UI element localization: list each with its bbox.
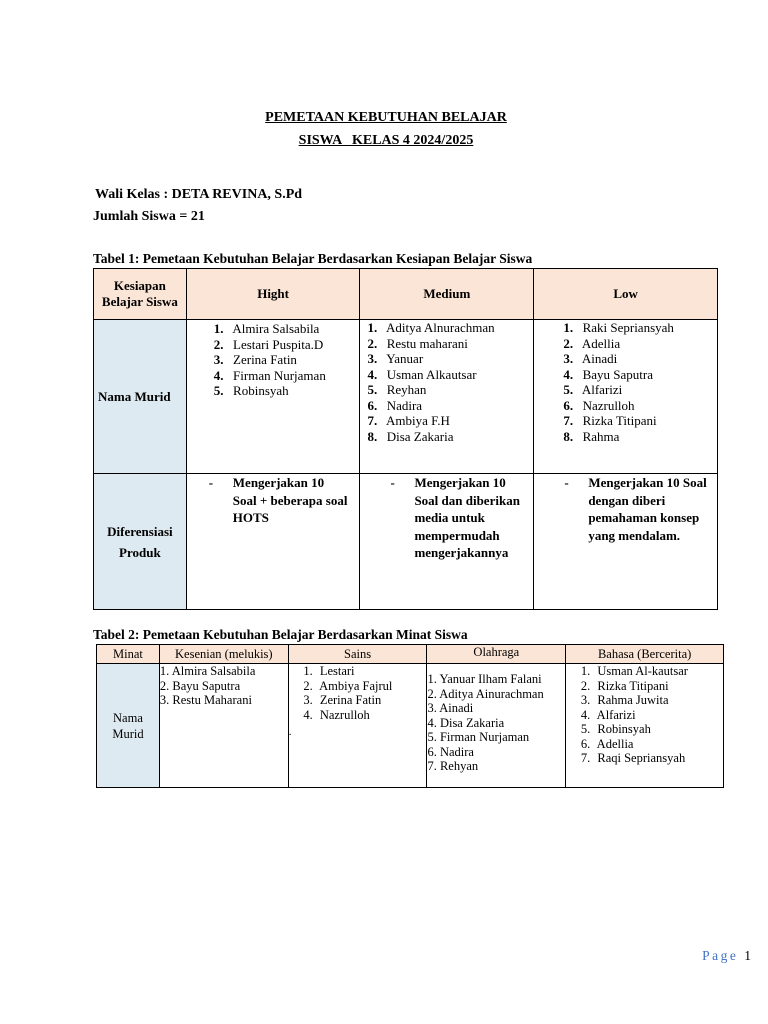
- list-item: [160, 679, 288, 694]
- student-name: Bayu Saputra: [579, 366, 653, 382]
- student-name: Rahma Juwita: [594, 693, 669, 707]
- page-footer: [702, 948, 751, 964]
- list-item-number: 7.: [580, 751, 591, 765]
- list-item-number: 3.: [580, 693, 591, 707]
- list-item-number: 2.: [213, 336, 224, 352]
- list-item: [563, 336, 717, 352]
- list-item-number: 2.: [367, 335, 378, 351]
- student-name: Nazrulloh: [579, 397, 635, 413]
- student-name: Nadira: [436, 744, 474, 759]
- list-item-number: 4.: [563, 366, 574, 382]
- list-item: [214, 321, 360, 337]
- header-hight: Hight: [186, 269, 360, 320]
- student-name: Zerina Fatin: [316, 693, 382, 707]
- student-name: Ainadi: [436, 701, 474, 715]
- list-item: [563, 429, 717, 445]
- student-name: Ambiya Fajrul: [316, 678, 393, 693]
- list-item: [214, 383, 360, 399]
- student-name: Ambiya F.H: [383, 413, 450, 428]
- student-name: Rehyan: [436, 759, 479, 773]
- header-medium: Medium: [360, 269, 534, 320]
- medium-student-list: [367, 320, 533, 444]
- list-item-number: 1.: [580, 664, 591, 678]
- produk-medium: Mengerjakan 10 Soal dan diberikan media untuk mempermudah mengerjakannya: [414, 475, 520, 560]
- student-name: Robinsyah: [594, 722, 651, 736]
- list-item: [289, 664, 427, 679]
- student-name: Aditya Alnurachman: [383, 320, 495, 335]
- header-bahasa: Bahasa (Bercerita): [566, 645, 724, 664]
- list-item-number: 5.: [367, 382, 378, 397]
- list-item: [289, 708, 427, 723]
- list-item: [289, 679, 427, 694]
- list-item-number: 3.: [563, 351, 574, 366]
- table1-caption: Tabel 1: Pemetaan Kebutuhan Belajar Berdasarkan Kesiapan Belajar Siswa: [93, 251, 533, 266]
- list-item-number: 6.: [563, 397, 574, 413]
- list-item-number: 5.: [563, 382, 574, 397]
- list-item: [563, 320, 717, 336]
- list-item-number: 5.: [580, 722, 591, 736]
- list-item-number: 2.: [563, 335, 574, 351]
- student-name: Lestari: [316, 664, 355, 678]
- kesenian-student-list: [160, 664, 288, 708]
- list-item-number: 2.: [303, 678, 313, 693]
- list-item-number: 7.: [367, 413, 378, 428]
- list-item-number: 3.: [213, 352, 224, 367]
- list-item-number: 1.: [159, 664, 170, 678]
- olahraga-student-list: [427, 672, 565, 774]
- list-item-number: 1.: [367, 320, 378, 335]
- row-label-nama-murid: Nama Murid: [94, 320, 187, 474]
- list-item: [427, 716, 565, 731]
- list-item: [427, 701, 565, 716]
- list-item: [563, 413, 717, 429]
- student-name: Reyhan: [383, 382, 427, 397]
- list-item: [427, 672, 565, 687]
- bahasa-student-list: [566, 664, 723, 766]
- list-item-number: 1.: [427, 672, 437, 686]
- list-item: [566, 708, 723, 723]
- list-item: [160, 664, 288, 679]
- list-item-number: 3.: [159, 693, 170, 707]
- student-name: Usman Al-kautsar: [594, 664, 688, 678]
- student-name: Alfarizi: [594, 707, 636, 722]
- header-low: Low: [534, 269, 718, 320]
- list-item-number: 3.: [303, 693, 313, 707]
- stray-dot: .: [288, 726, 292, 738]
- list-item-number: 6.: [367, 397, 378, 413]
- list-item: [367, 367, 533, 383]
- student-name: Ainadi: [579, 351, 618, 366]
- list-item-number: 8.: [563, 428, 574, 444]
- list-item: [566, 737, 723, 752]
- list-item: [367, 320, 533, 336]
- jumlah-siswa: Jumlah Siswa = 21: [93, 209, 205, 224]
- corner-header: Kesiapan Belajar Siswa: [94, 269, 187, 320]
- list-item: [160, 693, 288, 708]
- row-label-nama-murid-2: Nama Murid: [97, 664, 160, 788]
- header-kesenian: Kesenian (melukis): [159, 645, 288, 664]
- student-name: Aditya Ainurachman: [436, 686, 544, 701]
- bullet-dash: -: [390, 475, 395, 490]
- list-item-number: 3.: [367, 351, 378, 366]
- page-label: Page: [702, 948, 739, 963]
- table-minat-siswa: [96, 644, 724, 788]
- wali-kelas: Wali Kelas : DETA REVINA, S.Pd: [95, 187, 303, 202]
- list-item: [367, 398, 533, 414]
- hight-student-list: [214, 321, 360, 399]
- list-item: [566, 664, 723, 679]
- list-item-number: 1.: [303, 664, 313, 678]
- list-item: [367, 336, 533, 352]
- student-name: Raki Sepriansyah: [579, 320, 674, 335]
- list-item-number: 4.: [303, 707, 313, 722]
- list-item-number: 1.: [563, 320, 574, 335]
- list-item: [563, 351, 717, 367]
- page-number: 1: [744, 948, 751, 963]
- student-name: Restu maharani: [383, 335, 468, 351]
- list-item-number: 5.: [427, 730, 437, 744]
- list-item-number: 7.: [427, 759, 437, 773]
- list-item: [367, 382, 533, 398]
- student-name: Raqi Sepriansyah: [594, 751, 686, 765]
- header-olahraga: Olahraga: [427, 645, 566, 664]
- student-name: Yanuar Ilham Falani: [436, 672, 542, 686]
- list-item: [566, 751, 723, 766]
- student-name: Usman Alkautsar: [383, 366, 477, 382]
- student-name: Firman Nurjaman: [229, 367, 326, 383]
- list-item-number: 8.: [367, 428, 378, 444]
- student-name: Restu Maharani: [169, 693, 252, 707]
- list-item: [427, 759, 565, 774]
- student-name: Robinsyah: [229, 383, 289, 398]
- list-item-number: 2.: [159, 678, 170, 693]
- sains-student-list: [289, 664, 427, 722]
- list-item: [427, 745, 565, 760]
- list-item-number: 7.: [563, 413, 574, 428]
- student-name: Rahma: [579, 428, 620, 444]
- table-kesiapan-belajar: [93, 268, 718, 610]
- student-name: Rizka Titipani: [594, 678, 669, 693]
- produk-low: Mengerjakan 10 Soal dengan diberi pemahaman konsep yang mendalam.: [588, 475, 707, 543]
- student-name: Alfarizi: [579, 382, 623, 397]
- list-item-number: 3.: [427, 701, 437, 715]
- student-name: Disa Zakaria: [383, 428, 454, 444]
- list-item-number: 1.: [213, 321, 224, 336]
- student-name: Adellia: [579, 335, 621, 351]
- list-item: [563, 382, 717, 398]
- list-item: [214, 337, 360, 353]
- row-label-diferensiasi-produk: Diferensiasi Produk: [94, 474, 187, 610]
- header-sains: Sains: [288, 645, 427, 664]
- student-name: Adellia: [594, 736, 634, 751]
- list-item-number: 4.: [367, 366, 378, 382]
- list-item: [367, 351, 533, 367]
- student-name: Rizka Titipani: [579, 413, 657, 428]
- student-name: Firman Nurjaman: [436, 730, 530, 744]
- list-item: [427, 687, 565, 702]
- list-item-number: 4.: [580, 707, 591, 722]
- list-item-number: 6.: [427, 744, 437, 759]
- list-item-number: 5.: [213, 383, 224, 398]
- student-name: Lestari Puspita.D: [229, 336, 324, 352]
- list-item: [367, 429, 533, 445]
- document-title-line1: PEMETAAN KEBUTUHAN BELAJAR: [265, 110, 507, 125]
- list-item-number: 6.: [580, 736, 591, 751]
- list-item: [563, 398, 717, 414]
- bullet-dash: -: [208, 475, 214, 490]
- list-item: [214, 352, 360, 368]
- list-item: [566, 679, 723, 694]
- student-name: Disa Zakaria: [436, 715, 505, 730]
- student-name: Nazrulloh: [316, 707, 370, 722]
- student-name: Yanuar: [383, 351, 424, 366]
- student-name: Almira Salsabila: [169, 664, 256, 678]
- list-item: [566, 693, 723, 708]
- student-name: Almira Salsabila: [229, 321, 320, 336]
- list-item-number: 2.: [427, 686, 437, 701]
- student-name: Nadira: [383, 397, 423, 413]
- list-item: [367, 413, 533, 429]
- produk-hight: Mengerjakan 10 Soal + beberapa soal HOTS: [232, 475, 348, 525]
- list-item: [214, 368, 360, 384]
- list-item: [427, 730, 565, 745]
- list-item-number: 4.: [427, 715, 437, 730]
- student-name: Zerina Fatin: [229, 352, 297, 367]
- table2-caption: Tabel 2: Pemetaan Kebutuhan Belajar Berdasarkan Minat Siswa: [93, 627, 468, 642]
- list-item: [289, 693, 427, 708]
- low-student-list: [563, 320, 717, 444]
- list-item: [563, 367, 717, 383]
- student-name: Bayu Saputra: [169, 678, 241, 693]
- list-item: [566, 722, 723, 737]
- list-item-number: 4.: [213, 367, 224, 383]
- document-title-line2: SISWA KELAS 4 2024/2025: [298, 133, 474, 148]
- bullet-dash: -: [564, 475, 569, 490]
- list-item-number: 2.: [580, 678, 591, 693]
- header-minat: Minat: [97, 645, 160, 664]
